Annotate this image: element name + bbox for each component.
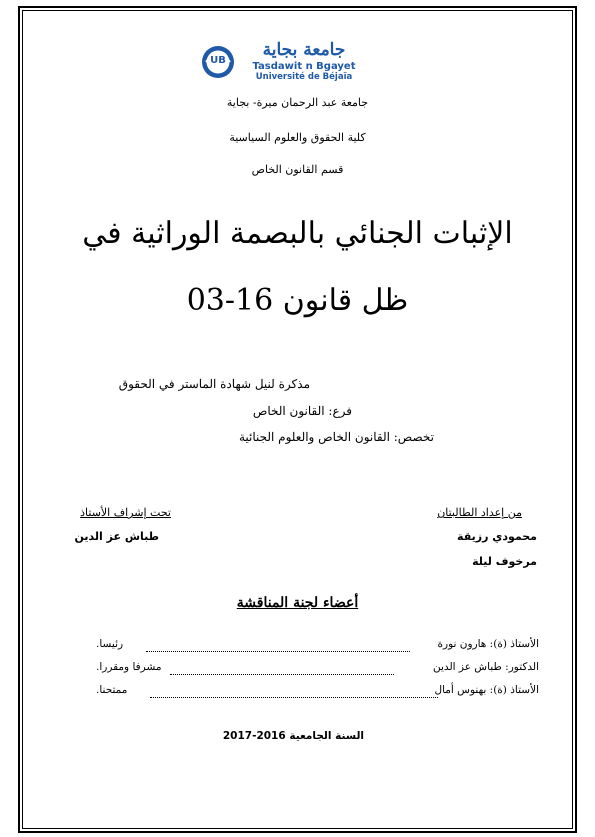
committee-member-1-role: رئيسا. xyxy=(96,638,124,650)
university-logo xyxy=(200,42,370,84)
academic-year: السنة الجامعية 2016-2017 xyxy=(222,730,364,742)
author-name-2: مرخوف ليلة xyxy=(472,555,537,568)
author-name-1: محمودي رزيقة xyxy=(457,530,537,543)
dotted-leader xyxy=(150,697,438,698)
committee-title: أعضاء لجنة المناقشة xyxy=(236,595,359,611)
department-line: قسم القانون الخاص xyxy=(251,163,344,176)
dotted-leader xyxy=(146,651,410,652)
authors-label: من إعداد الطالبتان xyxy=(437,506,522,519)
university-name-kabyle: Tasdawit n Bgayet xyxy=(252,61,356,72)
university-line: جامعة عبد الرحمان ميرة- بجاية xyxy=(226,96,369,109)
branch-line: فرع: القانون الخاص xyxy=(252,404,352,418)
university-name-arabic: جامعة بجاية xyxy=(262,40,346,60)
committee-member-2-name: الدكتور: طباش عز الدين xyxy=(433,661,539,673)
degree-line: مذكرة لنيل شهادة الماستر في الحقوق xyxy=(118,377,310,391)
supervisor-label: تحت إشراف الأستاذ xyxy=(80,506,171,519)
faculty-line: كلية الحقوق والعلوم السياسية xyxy=(229,131,366,144)
dotted-leader xyxy=(170,674,394,675)
committee-member-2-role: مشرفا ومقررا. xyxy=(96,661,162,673)
emblem-initials: UB xyxy=(210,55,226,66)
supervisor-name: طباش عز الدين xyxy=(74,530,159,543)
specialty-line: تخصص: القانون الخاص والعلوم الجنائية xyxy=(238,430,434,444)
thesis-title-line-2: ظل قانون 16-03 xyxy=(186,283,409,318)
committee-member-3-name: الأستاذ (ة): بهنوس أمال xyxy=(434,684,539,696)
university-name-french: Université de Béjaïa xyxy=(255,72,353,82)
thesis-title-line-1: الإثبات الجنائي بالبصمة الوراثية في xyxy=(82,216,513,251)
committee-member-1-name: الأستاذ (ة): هارون نورة xyxy=(437,638,539,650)
committee-member-3-role: ممتحنا. xyxy=(96,684,128,696)
